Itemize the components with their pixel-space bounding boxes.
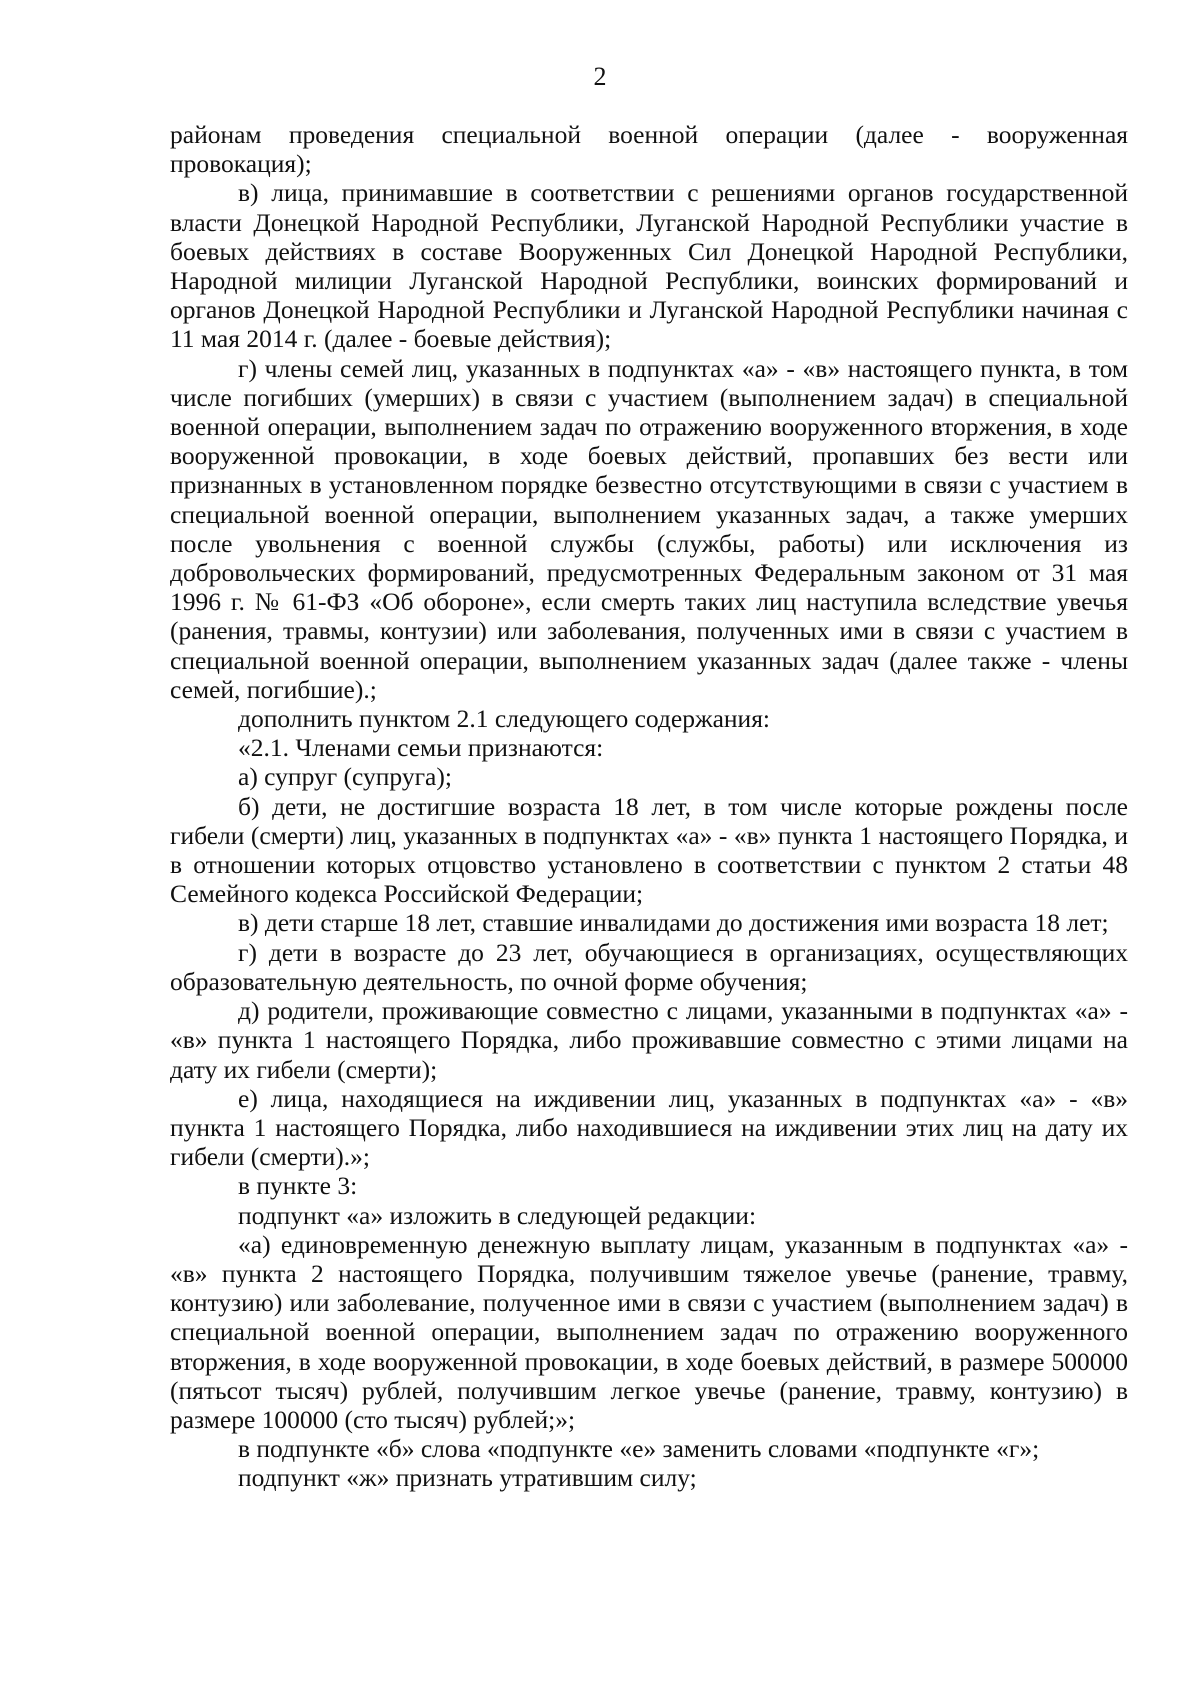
paragraph-continuation: районам проведения специальной военной операции (далее - вооруженная провокация); xyxy=(170,120,1128,179)
paragraph-item-e: е) лица, находящиеся на иждивении лиц, указанных в подпунктах «а» - «в» пункта 1 настоящего Порядка, либо находившиеся на иждивении этих лиц на дату их гибели (смерти).»; xyxy=(170,1083,1128,1172)
paragraph-amendment-intro: дополнить пунктом 2.1 следующего содержания: xyxy=(238,704,771,734)
paragraph-clause-2-1: «2.1. Членами семьи признаются: xyxy=(238,733,604,763)
page-number: 2 xyxy=(593,62,607,91)
paragraph-point-3: в пункте 3: xyxy=(238,1171,358,1201)
paragraph-item-v: в) дети старше 18 лет, ставшие инвалидами до достижения ими возраста 18 лет; xyxy=(238,908,1109,938)
paragraph-subpoint-zh: подпункт «ж» признать утратившим силу; xyxy=(238,1463,697,1493)
paragraph-subpoint-a-text: «а) единовременную денежную выплату лицам, указанным в подпунктах «а» - «в» пункта 2 настоящего Порядка, получившим тяжелое увечье (ранение, травму, контузию) или заболевание, полученное ими в связи с участием (выполнением задач) в специальной военной операции, выполнением задач по отражению вооруженного вторжения, в ходе вооруженной провокации, в ходе боевых действий, в размере 500000 (пятьсот тысяч) рублей, получившим легкое увечье (ранение, травму, контузию) в размере 100000 (сто тысяч) рублей;»; xyxy=(170,1229,1128,1434)
document-body xyxy=(170,120,1128,1493)
paragraph-item-a: а) супруг (супруга); xyxy=(238,762,452,792)
paragraph-item-d: д) родители, проживающие совместно с лицами, указанными в подпунктах «а» - «в» пункта 1 настоящего Порядка, либо проживавшие совместно с этими лицами на дату их гибели (смерти); xyxy=(170,996,1128,1084)
paragraph-item-b: б) дети, не достигшие возраста 18 лет, в том числе которые рождены после гибели (смерти) лиц, указанных в подпунктах «а» - «в» пункта 1 настоящего Порядка, и в отношении которых отцовство установлено в соответствии с пунктом 2 статьи 48 Семейного кодекса Российской Федерации; xyxy=(170,791,1128,909)
paragraph-subpoint-a-intro: подпункт «а» изложить в следующей редакции: xyxy=(238,1200,757,1230)
paragraph-subpoint-b: в подпункте «б» слова «подпункте «е» заменить словами «подпункте «г»; xyxy=(238,1434,1040,1464)
paragraph-subitem-g: г) члены семей лиц, указанных в подпунктах «а» - «в» настоящего пункта, в том числе погибших (умерших) в связи с участием (выполнением задач) в специальной военной операции, выполнением задач по отражению вооруженного вторжения, в ходе вооруженной провокации, в ходе боевых действий, пропавших без вести или признанных в установленном порядке безвестно отсутствующими в связи с участием в специальной военной операции, выполнением указанных задач, а также умерших после увольнения с военной службы (службы, работы) или исключения из добровольческих формирований, предусмотренных Федеральным законом от 31 мая 1996 г. № 61-ФЗ «Об обороне», если смерть таких лиц наступила вследствие увечья (ранения, травмы, контузии) или заболевания, полученных ими в связи с участием в специальной военной операции, выполнением указанных задач (далее также - члены семей, погибшие).; xyxy=(170,353,1128,704)
paragraph-subitem-v: в) лица, принимавшие в соответствии с решениями органов государственной власти Донецкой Народной Республики, Луганской Народной Республики участие в боевых действиях в составе Вооруженных Сил Донецкой Народной Республики, Народной милиции Луганской Народной Республики, воинских формирований и органов Донецкой Народной Республики и Луганской Народной Республики начиная с 11 мая 2014 г. (далее - боевые действия); xyxy=(170,178,1128,354)
paragraph-item-g: г) дети в возрасте до 23 лет, обучающиеся в организациях, осуществляющих образовательную деятельность, по очной форме обучения; xyxy=(170,937,1128,996)
